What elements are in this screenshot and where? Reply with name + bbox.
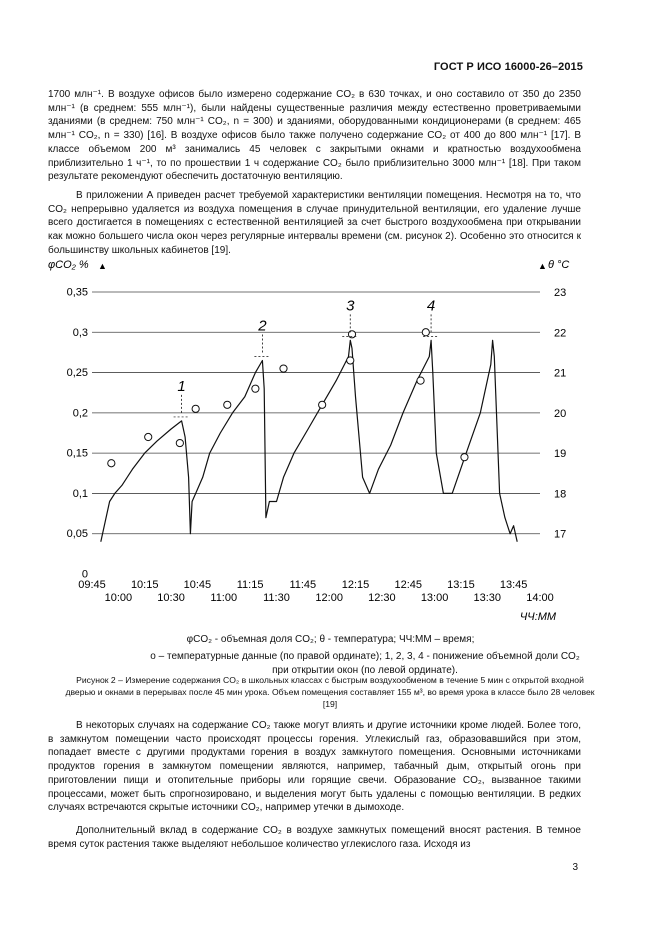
annotation-label: 4 xyxy=(426,297,436,315)
annotation-label: 2 xyxy=(258,317,267,335)
chart-axes xyxy=(48,259,569,623)
x-tick-label-lower: 14:00 xyxy=(526,592,554,604)
left-tick-label: 0,1 xyxy=(72,487,88,500)
x-tick-label-upper: 10:15 xyxy=(130,579,159,591)
x-axis-title: ЧЧ:ММ xyxy=(519,611,557,623)
x-tick-label-lower: 13:30 xyxy=(473,592,502,604)
temperature-point xyxy=(224,401,231,408)
paragraph-1-text: 1700 млн⁻¹. В воздухе офисов было измерено содержание CO₂ в 630 точках, и оно составило от 350 до 2350 млн⁻¹ (в среднем: 555 млн⁻¹), были найдены существенные различия между естественно проветриваемыми зданиями (в среднем: 750 млн⁻¹ CO₂, n = 300) и зданиями, оборудованными кондиционерами (в среднем: 465 млн⁻¹ CO₂, n = 330) [16]. В воздухе офисов было также получено содержание CO₂ от 400 до 800 млн⁻¹ [17]. В классе объемом 200 м³ занимались 45 человек с закрытыми окнами и кратностью воздухообмена приблизительно 1 ч⁻¹, то по прошествии 1 ч содержание CO₂ было приблизительно 3000 млн⁻¹ [18]. При таком результате рекомендуют обеспечить достаточную вентиляцию. xyxy=(48,89,581,183)
left-tick-label: 0,3 xyxy=(72,326,88,339)
left-tick-label: 0,15 xyxy=(66,447,88,460)
co2-series xyxy=(101,340,517,542)
x-tick-label-lower: 11:00 xyxy=(210,592,238,604)
annotation-label: 1 xyxy=(177,377,186,395)
chart-grid xyxy=(92,292,540,534)
window-open-annotations xyxy=(174,297,439,417)
x-tick-label-upper: 11:15 xyxy=(236,579,264,591)
temperature-series xyxy=(108,329,468,467)
right-axis-title: θ °C xyxy=(548,259,570,271)
paragraph-2 xyxy=(48,189,581,258)
left-tick-label: 0,35 xyxy=(66,286,88,299)
x-tick-label-upper: 11:45 xyxy=(289,579,317,591)
temperature-point xyxy=(422,329,429,336)
right-tick-label: 19 xyxy=(554,448,567,461)
paragraph-3 xyxy=(48,719,581,815)
paragraph-3-text: В некоторых случаях на содержание CO₂ также могут влиять и другие источники кроме людей. Более того, в замкнутом помещении часто происходят процессы горения. Углекислый газ, образовавшийся при этом, попадает вместе с другими продуктами горения в воздух замкнутого помещения. Основными источниками продуктов горения в замкнутом помещении являются, например, табачный дым, открытый огонь при приготовлении пищи и отопительные приборы или горящие свечи. Образование CO₂, вызванное такими процессами, может быть спрогнозировано, и выделения могут быть удалены с помощью вентиляции. В редких случаях встречаются скрытые источники CO₂, например утечки в дымоходе. xyxy=(48,720,581,814)
x-tick-label-lower: 13:00 xyxy=(420,592,449,604)
x-tick-label-lower: 10:00 xyxy=(104,592,133,604)
temperature-point xyxy=(347,357,354,364)
document-header: ГОСТ Р ИСО 16000-26–2015 xyxy=(433,61,583,73)
figure-legend-line-2: o – температурные данные (по правой ординате); 1, 2, 3, 4 - понижение объемной доли CO₂ при открытии окон (по левой ординате). xyxy=(150,651,580,676)
x-tick-label-upper: 09:45 xyxy=(78,579,106,591)
x-tick-label-lower: 12:00 xyxy=(315,592,343,604)
co2-temperature-chart xyxy=(40,252,580,627)
temperature-point xyxy=(192,405,199,412)
left-axis-arrow: ▲ xyxy=(98,261,107,271)
temperature-point xyxy=(176,439,183,446)
annotation-label: 3 xyxy=(346,297,355,315)
right-tick-label: 21 xyxy=(554,367,567,380)
figure-legend-line-1: φCO₂ - объемная доля CO₂; θ - температура; ЧЧ:ММ – время; xyxy=(186,634,475,645)
temperature-point xyxy=(280,365,287,372)
page-number: 3 xyxy=(572,862,578,873)
x-tick-label-upper: 12:15 xyxy=(341,579,370,591)
paragraph-1 xyxy=(48,88,581,184)
temperature-point xyxy=(319,401,326,408)
right-tick-label: 17 xyxy=(554,528,567,541)
x-tick-label-lower: 11:30 xyxy=(263,592,290,604)
left-tick-label: 0,25 xyxy=(66,367,88,380)
temperature-point xyxy=(145,433,152,440)
x-tick-label-upper: 13:15 xyxy=(447,579,475,591)
right-tick-label: 22 xyxy=(554,327,567,340)
temperature-point xyxy=(461,454,468,461)
temperature-point xyxy=(348,331,355,338)
paragraph-4-text: Дополнительный вклад в содержание CO₂ в воздухе замкнутых помещений вносят растения. В темное время суток растения также выделяют небольшое количество углекислого газа. Исходя из xyxy=(48,825,581,850)
left-tick-label: 0,05 xyxy=(66,528,88,541)
x-tick-label-lower: 12:30 xyxy=(368,592,396,604)
figure-caption: Рисунок 2 – Измерение содержания CO₂ в школьных классах с быстрым воздухообменом в течение 5 мин с открытой входной дверью и окнами в перерывах после 45 мин урока. Объем помещения составляет 155 м³, во время урока в классе было 28 человек [19] xyxy=(65,675,595,709)
x-tick-label-lower: 10:30 xyxy=(157,592,185,604)
left-axis-title: φCO₂ % xyxy=(48,259,89,271)
paragraph-4 xyxy=(48,824,581,851)
co2-line-path xyxy=(101,340,517,542)
x-tick-label-upper: 13:45 xyxy=(499,579,528,591)
temperature-point xyxy=(252,385,259,392)
x-tick-label-upper: 10:45 xyxy=(183,579,212,591)
right-tick-label: 23 xyxy=(554,287,567,299)
left-tick-label: 0 xyxy=(81,568,88,581)
temperature-point xyxy=(417,377,424,384)
right-axis-arrow: ▲ xyxy=(538,261,547,271)
right-tick-label: 18 xyxy=(554,488,567,501)
temperature-point xyxy=(108,460,115,467)
paragraph-2-text: В приложении А приведен расчет требуемой характеристики вентиляции помещения. Несмотря на то, что CO₂ непрерывно удаляется из воздуха помещения в случае принудительной вентиляции, его удаление лучше всего достигается в помещениях с естественной вентиляцией за счет быстрого воздухообмена при открывании как можно большего числа окон через регулярные интервалы времени (см. рисунок 2). Особенно это относится к большинству школьных кабинетов [19]. xyxy=(48,190,581,256)
x-tick-label-upper: 12:45 xyxy=(394,579,423,591)
left-tick-label: 0,2 xyxy=(72,407,88,420)
right-tick-label: 20 xyxy=(554,407,567,420)
